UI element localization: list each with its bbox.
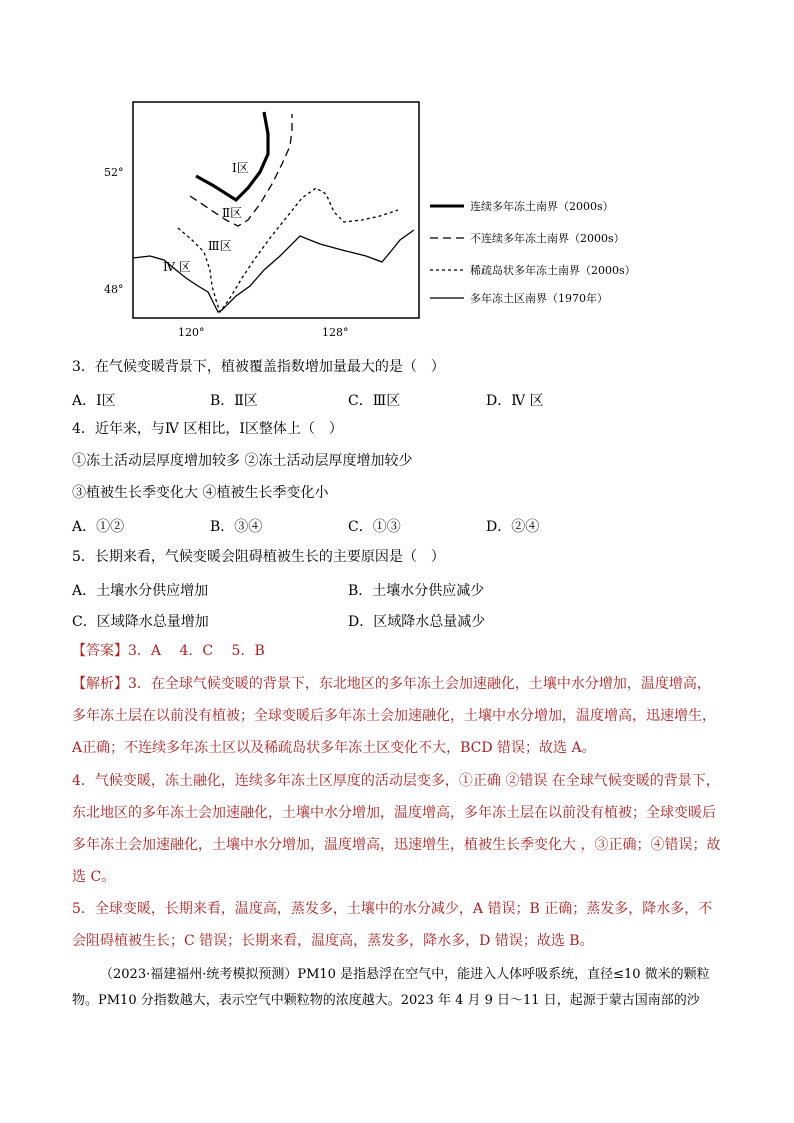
thin-solid-line-icon: [430, 294, 464, 302]
lon-tick-120: 120°: [178, 326, 205, 339]
continuous-boundary-line: [196, 112, 268, 200]
answer-text: 3．A 4．C 5．B: [128, 643, 265, 659]
analysis-label: 【解析】: [72, 676, 128, 692]
next-passage: （2023·福建福州·统考模拟预测）PM10 是指悬浮在空气中，能进入人体呼吸系统，直径≤10 微米的颗粒物。PM10 分指数越大，表示空气中颗粒物的浓度越大。2023 年 4 月 9 日～11 日，起源于蒙古国南部的沙: [72, 967, 710, 1008]
legend-label: 稀疏岛状多年冻土南界（2000s）: [470, 264, 636, 277]
legend-label: 多年冻土区南界（1970年）: [470, 292, 608, 305]
answer-label: 【答案】: [72, 643, 128, 659]
long-dash-line-icon: [430, 234, 464, 242]
answer-line: [72, 643, 724, 659]
q4-option-d: D．②④: [486, 519, 540, 535]
thick-solid-line-icon: [430, 202, 464, 210]
lat-tick-48: 48°: [104, 283, 124, 296]
zone-label-2: Ⅱ区: [222, 206, 243, 220]
map-frame: [133, 102, 419, 318]
q4-option-a: A．①②: [72, 519, 125, 535]
analysis-q5: 5．全球变暖，长期来看，温度高，蒸发多，土壤中的水分减少，A 错误；B 正确；蒸发多，降水多，不会阻碍植被生长；C 错误；长期来看，温度高，蒸发多，降水多，D 错误；故选 B。: [72, 901, 713, 949]
q4-statement-line-2: ③植被生长季变化大 ④植被生长季变化小: [72, 485, 329, 501]
zone-label-1: Ⅰ区: [232, 161, 249, 175]
lat-tick-52: 52°: [104, 166, 124, 179]
legend-item-continuous: [430, 196, 614, 216]
analysis-q3-text: 3．在全球气候变暖的背景下，东北地区的多年冻土会加速融化，土壤中水分增加，温度增高，多年冻土层在以前没有植被；全球变暖后多年冻土会加速融化，土壤中水分增加，温度增高，迅速增生，A正确；不连续多年冻土区以及稀疏岛状多年冻土区变化不大，BCD 错误；故选 A。: [72, 676, 716, 756]
q5-option-c: C．区域降水总量增加: [72, 614, 209, 630]
question-3-stem: 3．在气候变暖背景下，植被覆盖指数增加量最大的是（ ）: [72, 359, 445, 375]
legend-label: 不连续多年冻土南界（2000s）: [470, 232, 625, 245]
legend-item-sparse-island: [430, 260, 636, 280]
q3-option-c: C．Ⅲ区: [348, 393, 401, 409]
q4-option-c: C．①③: [348, 519, 401, 535]
question-5-stem: 5．长期来看，气候变暖会阻碍植被生长的主要原因是（ ）: [72, 549, 445, 565]
zone-label-4: Ⅳ 区: [163, 260, 191, 274]
q5-option-b: B．土壤水分供应减少: [348, 583, 485, 599]
short-dash-line-icon: [430, 266, 464, 274]
question-4-stem: 4．近年来，与Ⅳ 区相比，Ⅰ区整体上（ ）: [72, 421, 343, 437]
lon-tick-128: 128°: [322, 326, 349, 339]
legend-item-discontinuous: [430, 228, 625, 248]
legend-label: 连续多年冻土南界（2000s）: [470, 200, 614, 213]
q4-option-b: B．③④: [210, 519, 263, 535]
q4-statement-line-1: ①冻土活动层厚度增加较多 ②冻土活动层厚度增加较少: [72, 453, 413, 469]
q3-option-a: A．Ⅰ区: [72, 393, 116, 409]
analysis-q4: 4．气候变暖，冻土融化，连续多年冻土区厚度的活动层变多，①正确 ②错误 在全球气候变暖的背景下，东北地区的多年冻土会加速融化，土壤中水分增加，温度增高，多年冻土层在以前没有植被；全球变暖后多年冻土会加速融化，土壤中水分增加，温度增高，迅速增生，植被生长季变化大 ，③正确；④错误；故选 C。: [72, 773, 721, 885]
q3-option-b: B．Ⅱ区: [210, 393, 258, 409]
permafrost-map: [130, 100, 422, 320]
analysis-q3: [72, 668, 722, 764]
legend-item-1970: [430, 288, 608, 308]
q5-option-d: D．区域降水总量减少: [348, 614, 486, 630]
zone-label-3: Ⅲ区: [208, 239, 232, 253]
q5-option-a: A．土壤水分供应增加: [72, 583, 209, 599]
q3-option-d: D．Ⅳ 区: [486, 393, 544, 409]
